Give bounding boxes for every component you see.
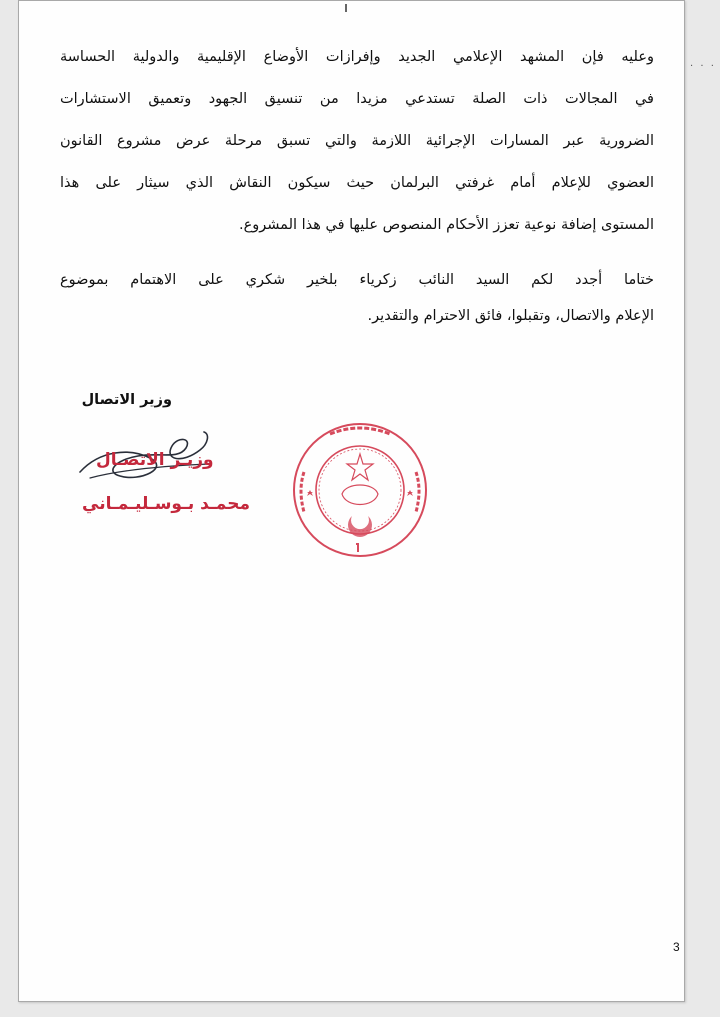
signature-name: محمـد بـوسـليـمـاني	[82, 494, 250, 514]
page-number: 3	[673, 940, 680, 954]
page-top-mark	[345, 4, 347, 12]
paragraph-line: المستوى إضافة نوعية تعزز الأحكام المنصوص عليها في هذا المشروع.	[238, 217, 654, 233]
paragraph-line: العضوي للإعلام أمام غرفتي البرلمان حيث سيكون النقاش الذي سيثار على هذا	[60, 175, 654, 191]
body-paragraph-1	[60, 36, 654, 246]
paragraph-line: وعليه فإن المشهد الإعلامي الجديد وإفرازات الأوضاع الإقليمية والدولية الحساسة	[60, 49, 654, 65]
body-paragraph-2	[60, 262, 654, 334]
paragraph-line: ختاما أجدد لكم السيد النائب زكرياء بلخير شكري على الاهتمام بموضوع	[60, 272, 654, 288]
official-seal	[290, 420, 430, 560]
signature-title: وزيـر الاتصـال	[96, 450, 214, 470]
margin-dots: . . .	[690, 58, 716, 69]
minister-title: وزير الاتصال	[81, 392, 172, 408]
paragraph-line: في المجالات ذات الصلة تستدعي مزيدا من تنسيق الجهود وتعميق الاستشارات	[60, 91, 654, 107]
paragraph-line: الإعلام والاتصال، وتقبلوا، فائق الاحترام والتقدير.	[367, 308, 654, 324]
paragraph-line: الضرورية عبر المسارات الإجرائية اللازمة والتي تسبق مرحلة عرض مشروع القانون	[60, 133, 654, 149]
